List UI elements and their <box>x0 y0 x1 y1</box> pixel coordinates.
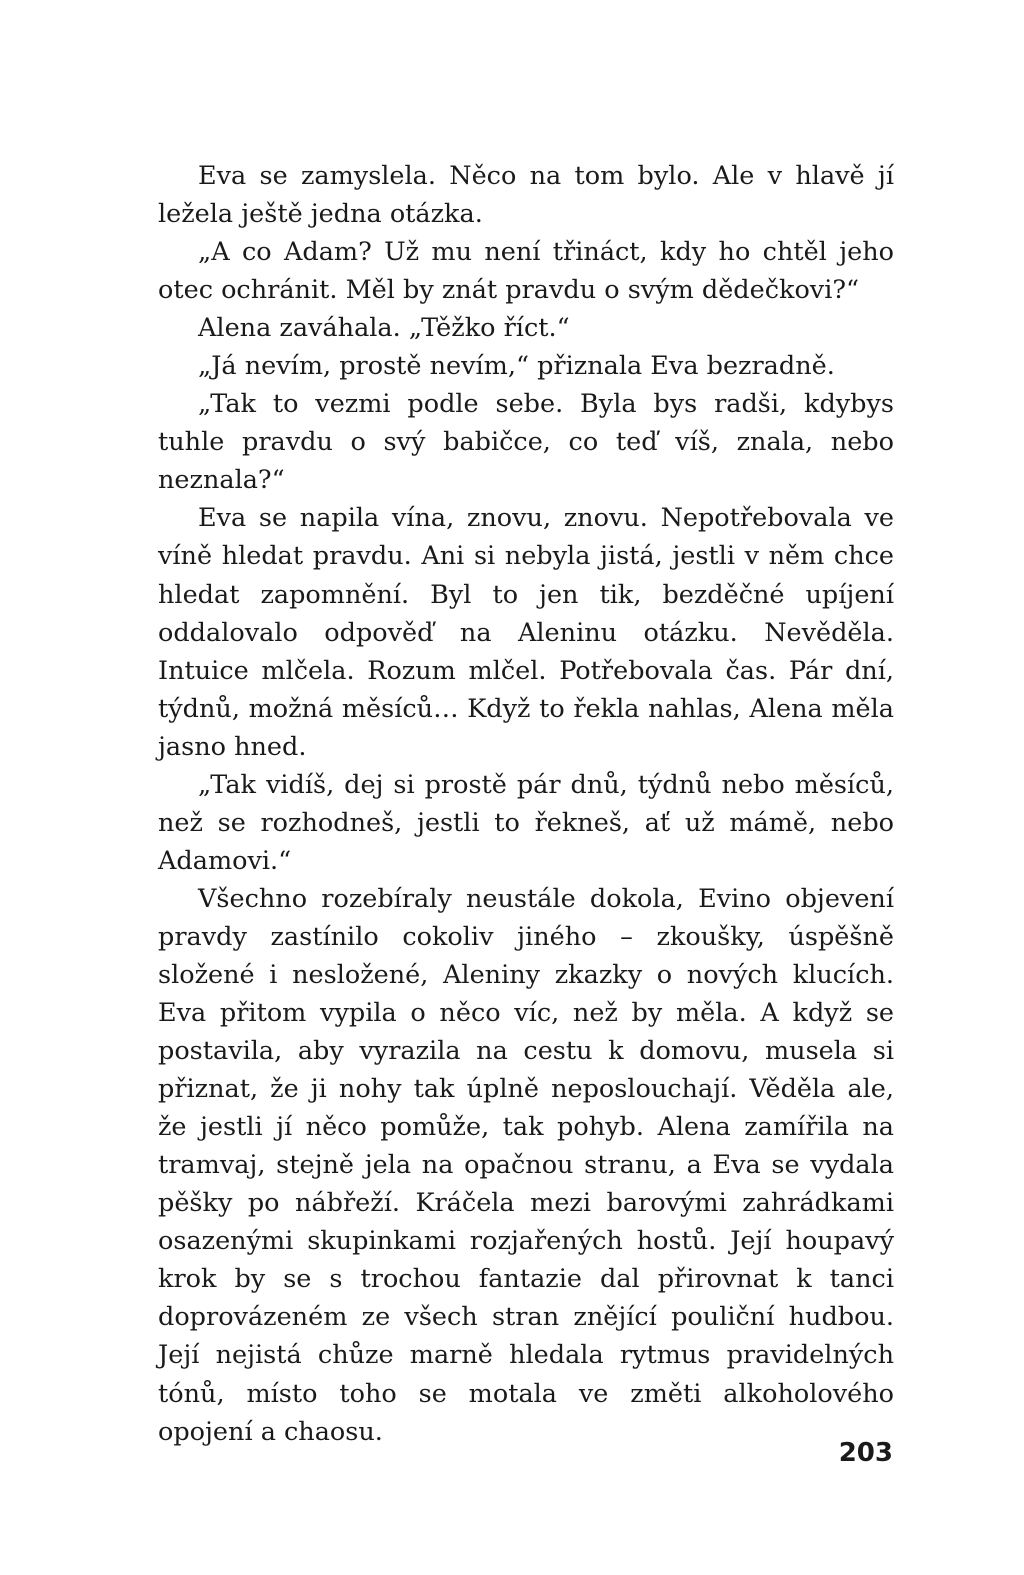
body-text <box>158 157 894 1451</box>
paragraph: „Tak to vezmi podle sebe. Byla bys radši, kdybys tuhle pravdu o svý babičce, co teď víš, znala, nebo neznala?“ <box>158 389 894 496</box>
paragraph: Eva se zamyslela. Něco na tom bylo. Ale v hlavě jí ležela ještě jedna otázka. <box>158 161 894 230</box>
paragraph: „Já nevím, prostě nevím,“ přiznala Eva bezradně. <box>198 351 835 382</box>
paragraph: Eva se napila vína, znovu, znovu. Nepotřebovala ve víně hledat pravdu. Ani si nebyla jistá, jestli v něm chce hledat zapomnění. Byl to jen tik, bezděčné upíjení oddalovalo odpověď na Aleninu otázku. Nevěděla. Intuice mlčela. Rozum mlčel. Potřebovala čas. Pár dní, týdnů, možná měsíců… Když to řekla nahlas, Alena měla jasno hned. <box>158 503 894 762</box>
paragraph: „A co Adam? Už mu není třináct, kdy ho chtěl jeho otec ochránit. Měl by znát pravdu o svým dědečkovi?“ <box>158 237 894 306</box>
paragraph: Všechno rozebíraly neustále dokola, Evino objevení pravdy zastínilo cokoliv jiného – zkoušky, úspěšně složené i nesložené, Aleniny zkazky o nových klucích. Eva přitom vypila o něco víc, než by měla. A když se postavila, aby vyrazila na cestu k domovu, musela si přiznat, že ji nohy tak úplně neposlouchají. Věděla ale, že jestli jí něco pomůže, tak pohyb. Alena zamířila na tramvaj, stejně jela na opačnou stranu, a Eva se vydala pěšky po nábřeží. Kráčela mezi barovými zahrádkami osazenými skupinkami rozjařených hostů. Její houpavý krok by se s trochou fantazie dal přirovnat k tanci doprovázeném ze všech stran znějící pouliční hudbou. Její nejistá chůze marně hledala rytmus pravidelných tónů, místo toho se motala ve změti alkoholového opojení a chaosu. <box>158 883 894 1447</box>
paragraph: Alena zaváhala. „Těžko říct.“ <box>198 313 570 344</box>
page-number: 203 <box>838 1438 893 1468</box>
paragraph: „Tak vidíš, dej si prostě pár dnů, týdnů nebo měsíců, než se rozhodneš, jestli to řekneš, ať už mámě, nebo Adamovi.“ <box>158 769 894 876</box>
